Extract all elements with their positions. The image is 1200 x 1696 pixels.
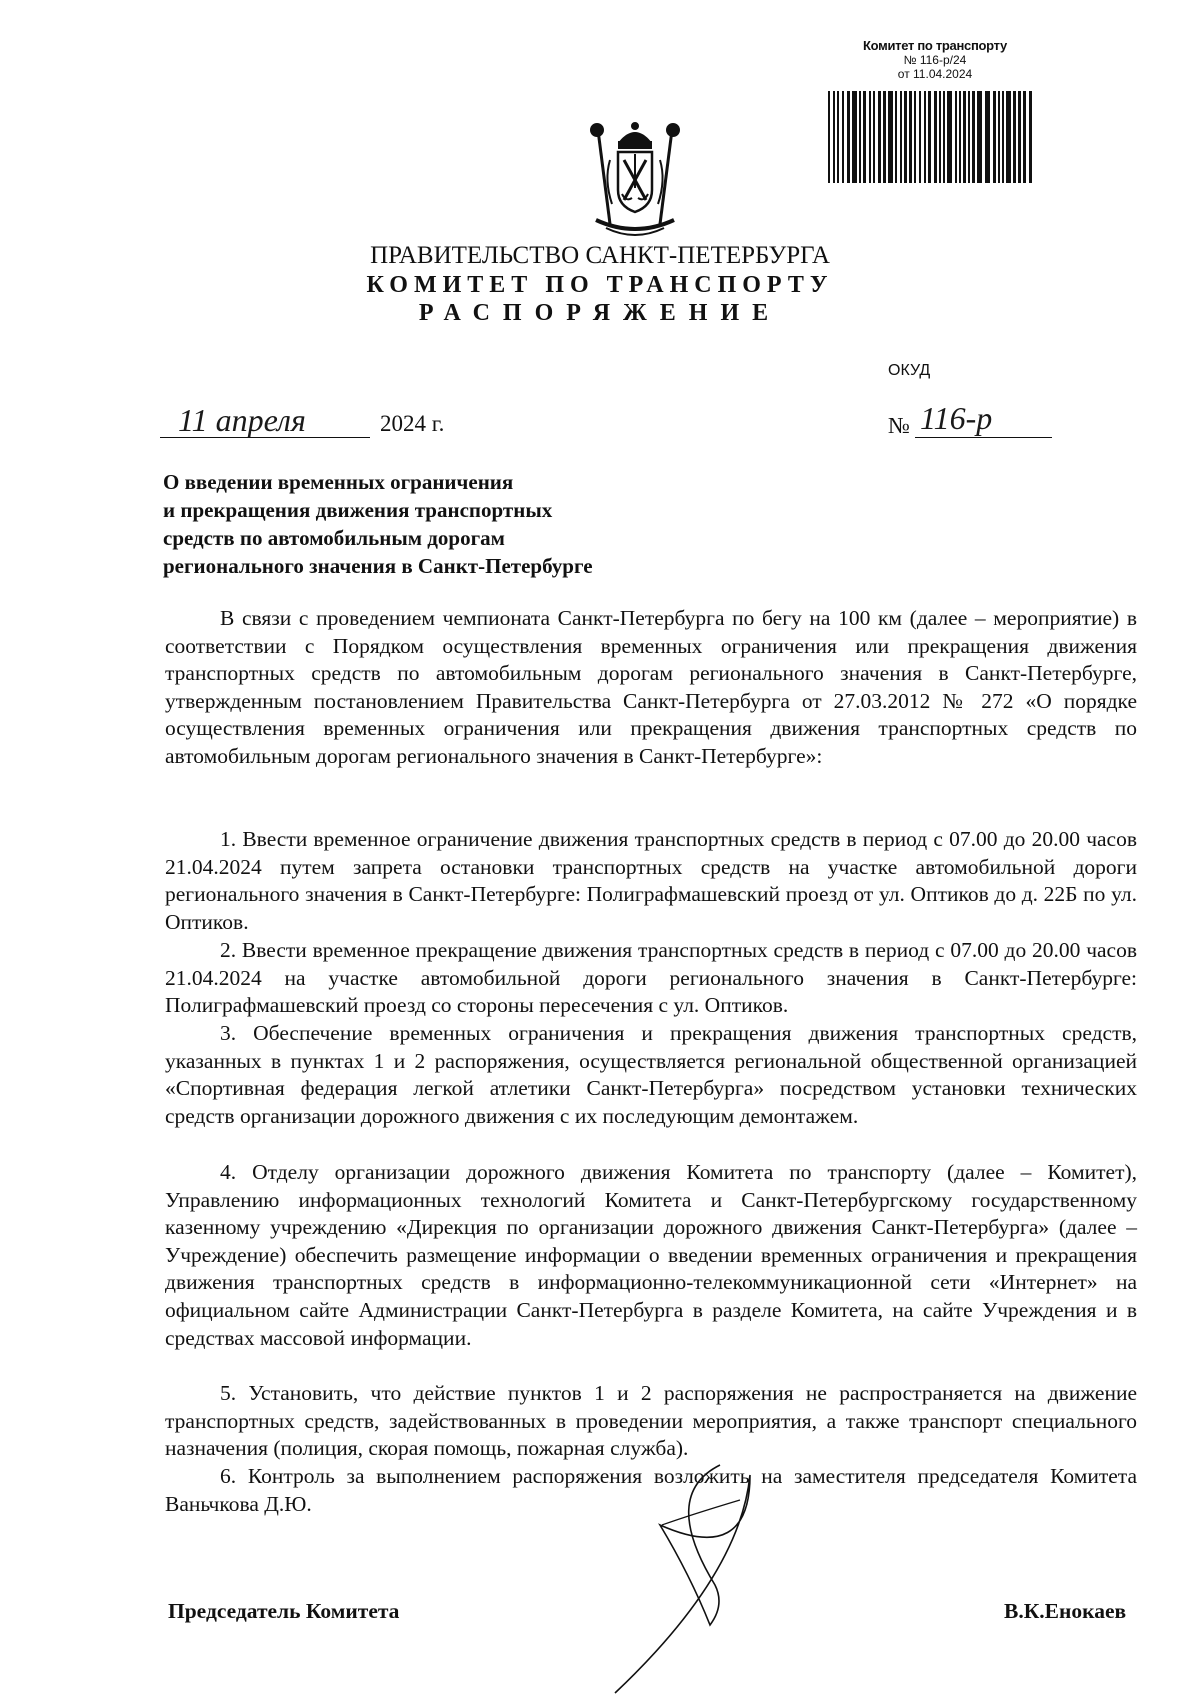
government-title: ПРАВИТЕЛЬСТВО САНКТ-ПЕТЕРБУРГА [370,242,830,269]
order-item-3: 3. Обеспечение временных ограничения и прекращения движения транспортных средств, указанных в пунктах 1 и 2 распоряжения, осуществляется региональной общественной организацией «Спортивная федерация легкой атлетики Санкт-Петербурга» посредством установки технических средств организации дорожного движения с их последующим демонтажем. [165,1021,1137,1128]
number-sign: № [888,413,910,438]
committee-title: КОМИТЕТ ПО ТРАНСПОРТУ [366,272,834,298]
order-item-2: 2. Ввести временное прекращение движения транспортных средств в период с 07.00 до 20.00 часов 21.04.2024 на участке автомобильной дороги регионального значения в Санкт-Петербурге: Полиграфмашевский проезд со стороны пересечения с ул. Оптиков. [165,938,1137,1018]
handwritten-date: 11 апреля [178,402,306,438]
subject-line: регионального значения в Санкт-Петербурге [163,554,593,578]
stamp-line-3: от 11.04.2024 [897,67,973,81]
coat-of-arms-icon [586,120,684,240]
order-item-1: 1. Ввести временное ограничение движения транспортных средств в период с 07.00 до 20.00 часов 21.04.2024 путем запрета остановки транспортных средств на участке автомобильной дороги регионального значения в Санкт-Петербурге: Полиграфмашевский проезд от ул. Оптиков до д. 22Б по ул. Оптиков. [165,827,1137,934]
okud-label: ОКУД [888,362,931,379]
order-item-6: 6. Контроль за выполнением распоряжения возложить на заместителя председателя Комитета Ваньчкова Д.Ю. [165,1464,1137,1516]
order-item-4: 4. Отделу организации дорожного движения Комитета по транспорту (далее – Комитет), Управлению информационных технологий Комитета и Санкт-Петербургскому государственному казенному учреждению «Дирекция по организации дорожного движения Санкт-Петербурга» (далее – Учреждение) обеспечить размещение информации о введении временных ограничения и прекращения движения транспортных средств в информационно-телекоммуникационной сети «Интернет» на официальном сайте Администрации Санкт-Петербурга в разделе Комитета, на сайте Учреждения и в средствах массовой информации. [165,1160,1137,1350]
document-type-title: РАСПОРЯЖЕНИЕ [418,300,782,326]
subject-line: и прекращения движения транспортных [163,498,553,522]
number-underline [915,437,1052,438]
signatory-name: В.К.Енокаев [1004,1599,1127,1623]
preamble-paragraph: В связи с проведением чемпионата Санкт-Петербурга по бегу на 100 км (далее – мероприятие) в соответствии с Порядком осуществления временных ограничения или прекращения движения транспортных средств по автомобильным дорогам регионального значения в Санкт-Петербурге, утвержденным постановлением Правительства Санкт-Петербурга от 27.03.2012 № 272 «О порядке осуществления временных ограничения или прекращения движения транспортных средств по автомобильным дорогам регионального значения в Санкт-Петербурге»: [165,606,1137,768]
handwritten-signature-icon [600,1455,780,1696]
date-underline [160,437,370,438]
signatory-title: Председатель Комитета [168,1599,400,1623]
barcode-icon [828,91,1035,183]
subject-line: О введении временных ограничения [163,470,514,494]
stamp-line-2: № 116-р/24 [903,53,967,67]
date-year: 2024 г. [380,411,445,436]
handwritten-number: 116-р [920,400,993,436]
document-subject [163,468,683,580]
subject-line: средств по автомобильным дорогам [163,526,505,550]
order-item-5: 5. Установить, что действие пунктов 1 и 2 распоряжения не распространяется на движение транспортных средств, задействованных в проведении мероприятия, а также транспорт специального назначения (полиция, скорая помощь, пожарная служба). [165,1381,1137,1461]
stamp-line-1: Комитет по транспорту [863,38,1007,53]
registration-stamp [820,38,1050,81]
